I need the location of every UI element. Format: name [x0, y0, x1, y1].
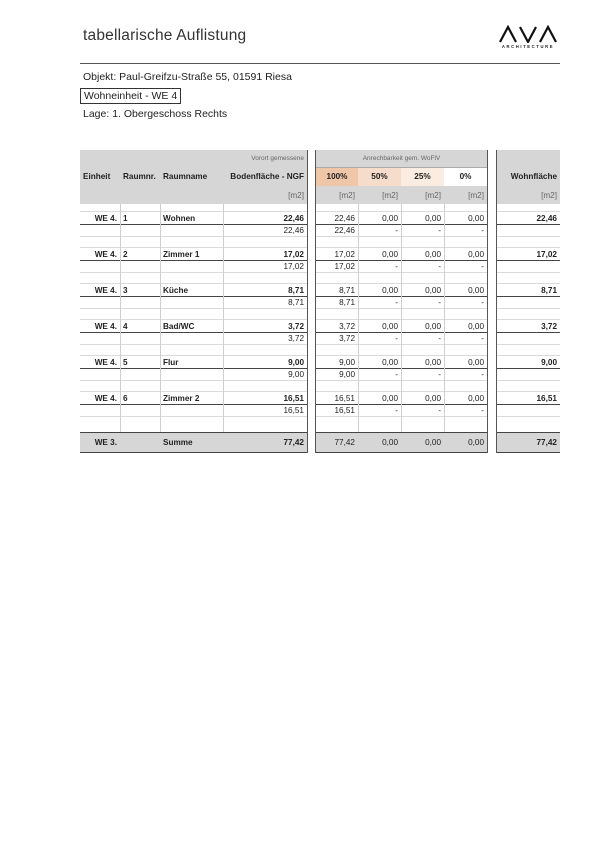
wohneinheit-label: Wohneinheit - WE 4: [80, 88, 181, 104]
room-p100: 8,71: [339, 285, 355, 295]
unit-p50: [m2]: [382, 191, 398, 200]
room-p25: 0,00: [425, 285, 441, 295]
sub-p100: 8,71: [339, 298, 355, 307]
sub-p0: -: [481, 334, 484, 343]
room-name: Bad/WC: [163, 321, 195, 331]
col-wohnflaeche: Wohnfläche: [510, 172, 557, 181]
room-p0: 0,00: [468, 321, 484, 331]
room-p50: 0,00: [382, 357, 398, 367]
sub-p0: -: [481, 226, 484, 235]
unit-p25: [m2]: [425, 191, 441, 200]
room-ngf: 8,71: [288, 285, 304, 295]
grid-vline: [160, 204, 161, 432]
room-ngf: 9,00: [288, 357, 304, 367]
sub-p25: -: [438, 262, 441, 271]
sub-p25: -: [438, 226, 441, 235]
room-ngf: 22,46: [283, 213, 304, 223]
group-vorort: Vorort gemessene: [251, 155, 304, 162]
room-p50: 0,00: [382, 285, 398, 295]
col-p25: 25%: [401, 167, 444, 186]
room-p0: 0,00: [468, 357, 484, 367]
sub-p25: -: [438, 334, 441, 343]
room-p0: 0,00: [468, 393, 484, 403]
sub-p50: -: [395, 262, 398, 271]
col-p100: 100%: [316, 167, 358, 186]
room-nr: 4: [123, 321, 128, 331]
group-border: [307, 150, 308, 453]
room-p25: 0,00: [425, 357, 441, 367]
col-einheit: Einheit: [83, 172, 111, 181]
room-p50: 0,00: [382, 393, 398, 403]
sub-p100: 22,46: [334, 226, 355, 235]
summe-label: Summe: [163, 438, 193, 447]
col-p0: 0%: [444, 167, 487, 186]
objekt-label: Objekt: Paul-Greifzu-Straße 55, 01591 Riesa: [83, 71, 292, 83]
sub-p25: -: [438, 298, 441, 307]
unit-p100: [m2]: [339, 191, 355, 200]
summe-wfl: 77,42: [536, 438, 557, 447]
summe-p50: 0,00: [382, 438, 398, 447]
room-p25: 0,00: [425, 393, 441, 403]
grid-vline: [120, 204, 121, 432]
room-p0: 0,00: [468, 285, 484, 295]
sub-ngf: 8,71: [288, 298, 304, 307]
grid-vline: [358, 204, 359, 432]
sub-ngf: 22,46: [283, 226, 304, 235]
sub-ngf: 9,00: [288, 370, 304, 379]
room-einheit: WE 4.: [94, 285, 117, 295]
room-p50: 0,00: [382, 321, 398, 331]
room-einheit: WE 4.: [94, 249, 117, 259]
sub-p100: 17,02: [334, 262, 355, 271]
room-wfl: 3,72: [541, 321, 557, 331]
sub-p50: -: [395, 370, 398, 379]
grid-vline: [401, 204, 402, 432]
col-bodenflaeche: Bodenfläche - NGF: [230, 172, 304, 181]
sub-p0: -: [481, 262, 484, 271]
summe-ngf: 77,42: [283, 438, 304, 447]
room-wfl: 22,46: [536, 213, 557, 223]
group-anrechenbarkeit: Anrechbarkeit gem. WoFlV: [362, 155, 441, 162]
group-border: [487, 150, 488, 453]
room-ngf: 17,02: [283, 249, 304, 259]
room-wfl: 8,71: [541, 285, 557, 295]
summe-p100: 77,42: [334, 438, 355, 447]
room-name: Küche: [163, 285, 189, 295]
sub-p0: -: [481, 406, 484, 415]
sub-p50: -: [395, 226, 398, 235]
sub-p100: 16,51: [334, 406, 355, 415]
sub-ngf: 16,51: [283, 406, 304, 415]
room-p25: 0,00: [425, 249, 441, 259]
group-border: [496, 150, 497, 453]
room-p50: 0,00: [382, 249, 398, 259]
logo-subtitle: ARCHITECTURE: [501, 44, 555, 49]
room-wfl: 17,02: [536, 249, 557, 259]
grid-vline: [444, 204, 445, 432]
room-ngf: 3,72: [288, 321, 304, 331]
sub-p100: 9,00: [339, 370, 355, 379]
ava-logo: [498, 25, 558, 49]
sub-ngf: 3,72: [288, 334, 304, 343]
sub-ngf: 17,02: [283, 262, 304, 271]
room-name: Zimmer 1: [163, 249, 200, 259]
room-name: Zimmer 2: [163, 393, 200, 403]
room-nr: 5: [123, 357, 128, 367]
ava-logo-mark: [498, 25, 558, 43]
room-nr: 1: [123, 213, 128, 223]
sub-p100: 3,72: [339, 334, 355, 343]
room-ngf: 16,51: [283, 393, 304, 403]
room-p25: 0,00: [425, 321, 441, 331]
room-p25: 0,00: [425, 213, 441, 223]
room-nr: 2: [123, 249, 128, 259]
sub-p0: -: [481, 370, 484, 379]
room-p100: 22,46: [334, 213, 355, 223]
room-nr: 6: [123, 393, 128, 403]
lage-label: Lage: 1. Obergeschoss Rechts: [83, 108, 228, 120]
summe-p0: 0,00: [468, 438, 484, 447]
group-border: [315, 150, 316, 453]
unit-ngf: [m2]: [288, 191, 304, 200]
room-name: Wohnen: [163, 213, 196, 223]
sub-p50: -: [395, 406, 398, 415]
room-nr: 3: [123, 285, 128, 295]
room-wfl: 16,51: [536, 393, 557, 403]
summe-einheit: WE 3.: [94, 438, 117, 447]
col-raumname: Raumname: [163, 172, 208, 181]
room-einheit: WE 4.: [94, 321, 117, 331]
room-einheit: WE 4.: [94, 357, 117, 367]
summe-p25: 0,00: [425, 438, 441, 447]
room-name: Flur: [163, 357, 179, 367]
room-p0: 0,00: [468, 213, 484, 223]
room-einheit: WE 4.: [94, 213, 117, 223]
sub-p25: -: [438, 370, 441, 379]
sub-p50: -: [395, 298, 398, 307]
header-rule: [80, 63, 560, 64]
room-p100: 9,00: [339, 357, 355, 367]
room-p50: 0,00: [382, 213, 398, 223]
group-title-line: [316, 167, 487, 168]
col-p50: 50%: [358, 167, 401, 186]
room-einheit: WE 4.: [94, 393, 117, 403]
room-p100: 16,51: [334, 393, 355, 403]
room-wfl: 9,00: [541, 357, 557, 367]
unit-p0: [m2]: [468, 191, 484, 200]
page-title: tabellarische Auflistung: [83, 27, 247, 44]
sub-p50: -: [395, 334, 398, 343]
sub-p25: -: [438, 406, 441, 415]
room-p100: 3,72: [339, 321, 355, 331]
room-p0: 0,00: [468, 249, 484, 259]
col-raumnr: Raumnr.: [123, 172, 156, 181]
room-p100: 17,02: [334, 249, 355, 259]
unit-wfl: [m2]: [541, 191, 557, 200]
sub-p0: -: [481, 298, 484, 307]
grid-vline: [223, 204, 224, 432]
